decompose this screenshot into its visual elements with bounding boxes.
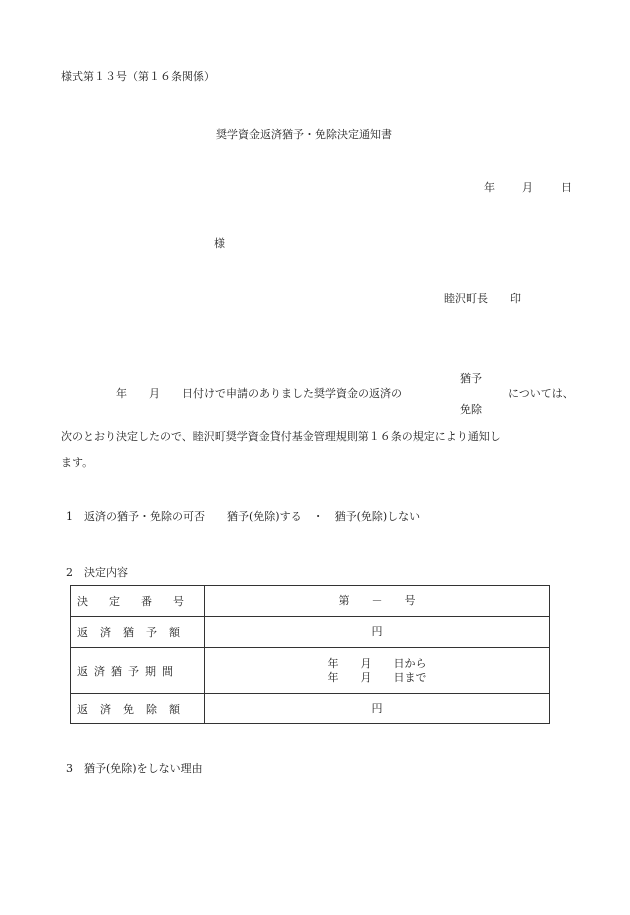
row-label-deferral-period [71,648,205,694]
date-line [484,181,572,195]
label-char: 定 [109,595,120,608]
notice-paragraph-line1: 年 月 日付けで申請のありました奨学資金の返済の [116,387,402,400]
label-char: 決 [77,595,88,608]
table-row [71,617,550,648]
label-char: 返 [77,702,88,716]
row-label-exemption-amount [71,694,205,724]
option-deferral: 猶予 [460,372,482,385]
decision-table [70,585,550,724]
notice-paragraph-line2: 次のとおり決定したので、睦沢町奨学資金貸付基金管理規則第１６条の規定により通知し [61,430,501,443]
document-title: 奨学資金返済猶予・免除決定通知書 [216,128,392,141]
addressee-suffix: 様 [214,237,225,250]
date-day: 日 [561,181,572,194]
label-char: 済 [94,664,105,678]
label-char: 返 [77,664,88,678]
section-2-heading: 2 決定内容 [66,566,128,579]
section-3-reason: 3 猶予(免除)をしない理由 [66,762,203,775]
table-row [71,648,550,694]
label-char: 猶 [111,664,122,678]
row-value-deferral-period: 年 月 日から 年 月 日まで [205,648,550,694]
option-exemption: 免除 [460,403,482,416]
date-month: 月 [522,181,533,194]
label-char: 額 [169,626,180,639]
label-char: 額 [169,702,180,716]
section-1-decision: 1 返済の猶予・免除の可否 猶予(免除)する ・ 猶予(免除)しない [66,510,421,523]
label-char: 予 [128,664,139,678]
label-char: 済 [100,626,111,639]
label-char: 免 [123,702,134,716]
row-value-decision-number: 第 － 号 [205,586,550,617]
form-number: 様式第１３号（第１６条関係） [61,70,215,83]
label-char: 返 [77,626,88,639]
notice-paragraph-line3: ます。 [61,456,94,469]
label-char: 間 [162,664,173,678]
table-row [71,694,550,724]
label-char: 号 [173,595,184,608]
label-char: 済 [100,702,111,716]
label-char: 除 [146,702,157,716]
row-value-deferral-amount: 円 [205,617,550,648]
label-char: 番 [141,595,152,608]
row-label-decision-number [71,586,205,617]
notice-paragraph-tail: については、 [508,387,574,400]
issuer-signature: 睦沢町長 印 [444,292,521,305]
row-label-deferral-amount [71,617,205,648]
label-char: 猶 [123,626,134,639]
row-value-exemption-amount: 円 [205,694,550,724]
date-year: 年 [484,181,495,194]
table-row [71,586,550,617]
label-char: 予 [146,626,157,639]
label-char: 期 [145,664,156,678]
